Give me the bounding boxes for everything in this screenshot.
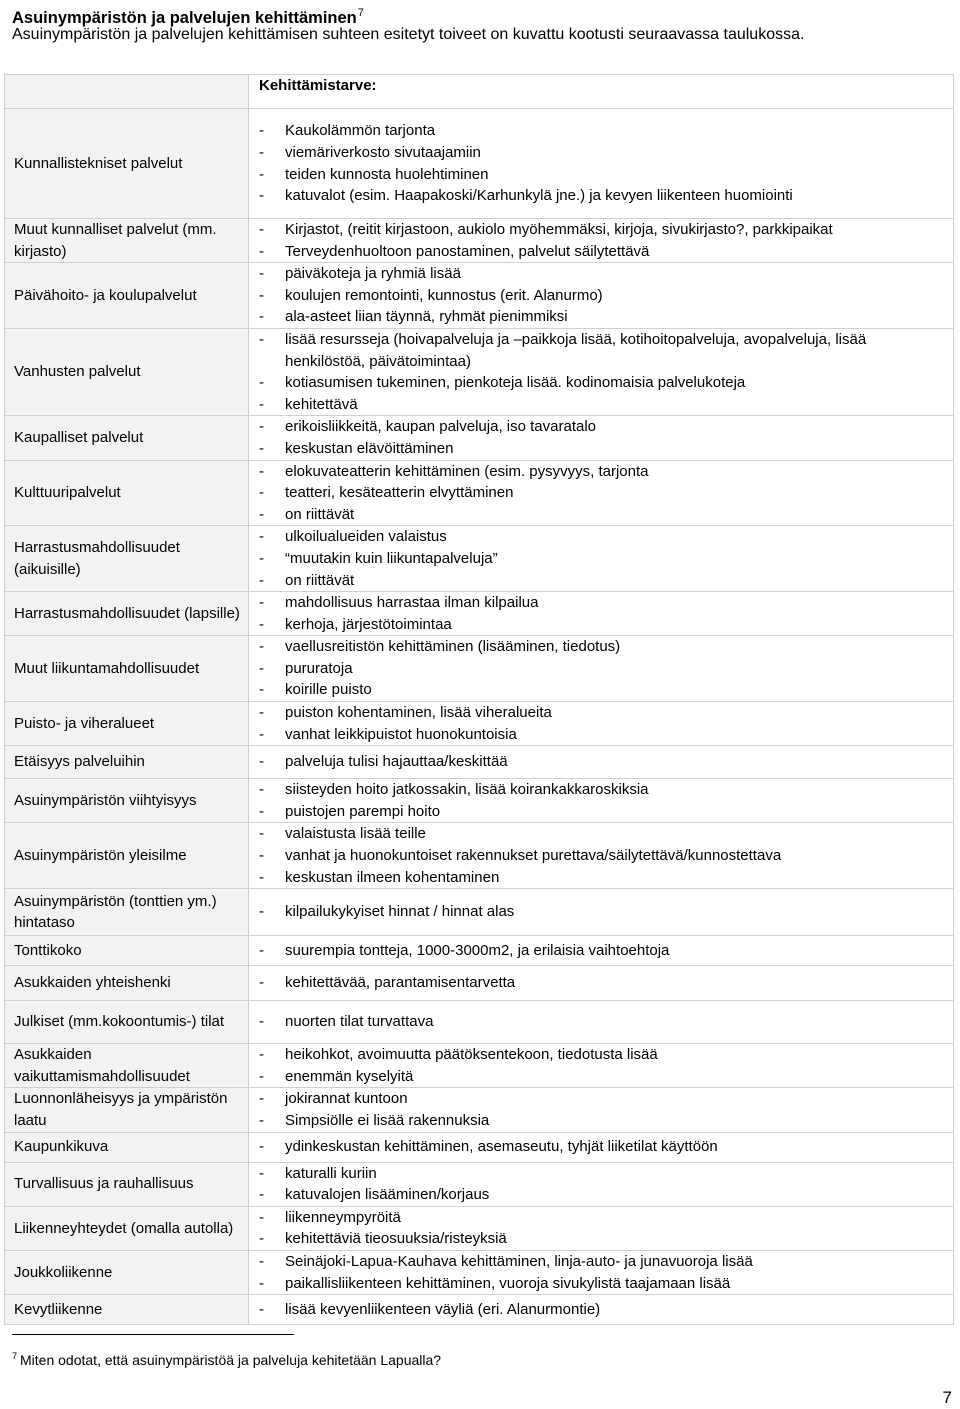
need-item [257, 779, 947, 801]
need-item-text: kehitettävää, parantamisentarvetta [285, 974, 516, 992]
bullet-dash: - [259, 781, 264, 799]
bullet-dash: - [259, 1138, 264, 1156]
bullet-dash: - [259, 1067, 264, 1085]
bullet-dash: - [259, 1274, 264, 1292]
development-needs-table [4, 74, 953, 1325]
need-item-text: suurempia tontteja, 1000-3000m2, ja erilaisia vaihtoehtoja [285, 941, 670, 959]
needs-cell [249, 936, 954, 966]
bullet-dash: - [259, 847, 264, 865]
need-item [257, 1273, 947, 1295]
needs-cell [249, 263, 954, 329]
need-item-text: päiväkoteja ja ryhmiä lisää [285, 265, 461, 283]
bullet-dash: - [259, 903, 264, 921]
needs-cell [249, 219, 954, 263]
need-item [257, 120, 947, 142]
bullet-dash: - [259, 308, 264, 326]
category-cell: Kaupunkikuva [5, 1132, 249, 1162]
bullet-dash: - [259, 1300, 264, 1318]
need-item [257, 801, 947, 823]
need-item-text: vanhat ja huonokuntoiset rakennukset purettava/säilytettävä/kunnostettava [285, 847, 782, 865]
bullet-dash: - [259, 1252, 264, 1270]
need-item [257, 592, 947, 614]
category-cell: Tonttikoko [5, 936, 249, 966]
needs-cell [249, 702, 954, 746]
bullet-dash: - [259, 549, 264, 567]
bullet-dash: - [259, 638, 264, 656]
need-item-text: palveluja tulisi hajauttaa/keskittää [285, 753, 508, 771]
need-item-text: viemäriverkosto sivutaajamiin [285, 143, 481, 161]
category-cell: Kaupalliset palvelut [5, 416, 249, 460]
need-item [257, 438, 947, 460]
category-cell: Muut liikuntamahdollisuudet [5, 636, 249, 702]
table-row [5, 889, 954, 936]
need-item-text: kotiasumisen tukeminen, pienkoteja lisää. kodinomaisia palvelukoteja [285, 374, 746, 392]
bullet-dash: - [259, 615, 264, 633]
need-item [257, 901, 947, 923]
need-item [257, 526, 947, 548]
need-item-text: lisää resursseja (hoivapalveluja ja –paikkoja lisää, kotihoitopalveluja, avopalveluja, lisää henkilöstöä, päivätoimintaa) [285, 330, 867, 370]
need-item [257, 482, 947, 504]
table-row [5, 702, 954, 746]
bullet-dash: - [259, 242, 264, 260]
needs-cell [249, 889, 954, 936]
table-row [5, 936, 954, 966]
need-item [257, 1088, 947, 1110]
bullet-dash: - [259, 265, 264, 283]
bullet-dash: - [259, 187, 264, 205]
table-row [5, 1162, 954, 1206]
needs-cell [249, 823, 954, 889]
bullet-dash: - [259, 681, 264, 699]
need-item [257, 241, 947, 263]
need-item [257, 394, 947, 416]
bullet-dash: - [259, 941, 264, 959]
table-row [5, 1206, 954, 1250]
need-item [257, 219, 947, 241]
bullet-dash: - [259, 802, 264, 820]
bullet-dash: - [259, 753, 264, 771]
need-item [257, 570, 947, 592]
bullet-dash: - [259, 286, 264, 304]
bullet-dash: - [259, 165, 264, 183]
need-item-text: ydinkeskustan kehittäminen, asemaseutu, tyhjät liiketilat käyttöön [285, 1138, 718, 1156]
table-row [5, 779, 954, 823]
need-item [257, 142, 947, 164]
category-cell: Harrastusmahdollisuudet (lapsille) [5, 592, 249, 636]
need-item-text: on riittävät [285, 571, 355, 589]
need-item-text: koirille puisto [285, 681, 372, 699]
needs-cell [249, 109, 954, 219]
need-item [257, 548, 947, 570]
need-item [257, 185, 947, 207]
need-item [257, 1066, 947, 1088]
table-row [5, 1001, 954, 1044]
need-item-text: kilpailukykyiset hinnat / hinnat alas [285, 903, 515, 921]
need-item-text: Kaukolämmön tarjonta [285, 122, 436, 140]
need-item-text: katuralli kuriin [285, 1164, 377, 1182]
need-item [257, 702, 947, 724]
bullet-dash: - [259, 725, 264, 743]
footnote-separator [12, 1334, 294, 1335]
table-row [5, 746, 954, 779]
needs-cell [249, 416, 954, 460]
needs-cell [249, 592, 954, 636]
need-item [257, 285, 947, 307]
need-item-text: paikallisliikenteen kehittäminen, vuoroja sivukylistä taajamaan lisää [285, 1274, 731, 1292]
page-number: 7 [942, 1388, 952, 1407]
bullet-dash: - [259, 1013, 264, 1031]
category-cell: Puisto- ja viheralueet [5, 702, 249, 746]
need-item-text: nuorten tilat turvattava [285, 1013, 434, 1031]
need-item [257, 751, 947, 773]
category-cell: Joukkoliikenne [5, 1250, 249, 1294]
need-item [257, 1207, 947, 1229]
need-item-text: heikohkot, avoimuutta päätöksentekoon, tiedotusta lisää [285, 1046, 658, 1064]
need-item-text: valaistusta lisää teille [285, 825, 426, 843]
need-item [257, 972, 947, 994]
category-cell: Asuinympäristön (tonttien ym.) hintataso [5, 889, 249, 936]
need-item [257, 504, 947, 526]
needs-cell [249, 636, 954, 702]
need-item [257, 1044, 947, 1066]
table-row [5, 1044, 954, 1088]
category-cell: Asukkaiden yhteishenki [5, 966, 249, 1001]
bullet-dash: - [259, 1164, 264, 1182]
bullet-dash: - [259, 462, 264, 480]
footnote-reference[interactable]: 7 [357, 7, 364, 19]
category-cell: Asuinympäristön yleisilme [5, 823, 249, 889]
need-item-text: katuvalojen lisääminen/korjaus [285, 1186, 490, 1204]
bullet-dash: - [259, 1112, 264, 1129]
need-item-text: katuvalot (esim. Haapakoski/Karhunkylä jne.) ja kevyen liikenteen huomiointi [285, 187, 793, 205]
needs-cell [249, 460, 954, 526]
need-item-text: mahdollisuus harrastaa ilman kilpailua [285, 594, 539, 612]
needs-cell [249, 746, 954, 779]
category-cell: Julkiset (mm.kokoontumis-) tilat [5, 1001, 249, 1044]
need-item-text: elokuvateatterin kehittäminen (esim. pysyvyys, tarjonta [285, 462, 649, 480]
category-cell: Kunnallistekniset palvelut [5, 109, 249, 219]
bullet-dash: - [259, 505, 264, 523]
category-cell: Harrastusmahdollisuudet (aikuisille) [5, 526, 249, 592]
need-item [257, 867, 947, 889]
need-item-text: on riittävät [285, 505, 355, 523]
need-item [257, 1228, 947, 1250]
need-item-text: Simpsiölle ei lisää rakennuksia [285, 1112, 490, 1129]
needs-cell [249, 1001, 954, 1044]
need-item-text: erikoisliikkeitä, kaupan palveluja, iso tavaratalo [285, 418, 597, 436]
need-item [257, 940, 947, 962]
need-item-text: enemmän kyselyitä [285, 1067, 414, 1085]
table-row [5, 1132, 954, 1162]
need-item-text: ala-asteet liian täynnä, ryhmät pienimmiksi [285, 308, 568, 326]
bullet-dash: - [259, 221, 264, 238]
category-cell: Kulttuuripalvelut [5, 460, 249, 526]
bullet-dash: - [259, 1186, 264, 1204]
bullet-dash: - [259, 974, 264, 992]
bullet-dash: - [259, 330, 264, 348]
need-item-text: kerhoja, järjestötoimintaa [285, 615, 452, 633]
need-item-text: “muutakin kuin liikuntapalveluja” [285, 549, 498, 567]
need-item-text: teatteri, kesäteatterin elvyttäminen [285, 484, 514, 502]
needs-cell [249, 1044, 954, 1088]
needs-cell [249, 526, 954, 592]
bullet-dash: - [259, 659, 264, 677]
bullet-dash: - [259, 484, 264, 502]
need-item [257, 306, 947, 328]
bullet-dash: - [259, 439, 264, 457]
need-item [257, 1110, 947, 1132]
table-row [5, 416, 954, 460]
category-cell: Asuinympäristön viihtyisyys [5, 779, 249, 823]
need-item [257, 1011, 947, 1033]
need-item [257, 636, 947, 658]
need-item [257, 823, 947, 845]
footnote-number: 7 [12, 1351, 18, 1361]
need-item-text: siisteyden hoito jatkossakin, lisää koirankakkaroskiksia [285, 781, 649, 799]
category-cell: Vanhusten palvelut [5, 328, 249, 415]
needs-cell [249, 966, 954, 1001]
bullet-dash: - [259, 1046, 264, 1064]
need-item [257, 658, 947, 680]
need-item-text: kehitettäviä tieosuuksia/risteyksiä [285, 1230, 507, 1248]
bullet-dash: - [259, 1090, 264, 1108]
need-item [257, 1136, 947, 1158]
need-item-text: keskustan elävöittäminen [285, 439, 454, 457]
table-row [5, 328, 954, 415]
category-cell: Liikenneyhteydet (omalla autolla) [5, 1206, 249, 1250]
need-item-text: liikenneympyröitä [285, 1208, 401, 1226]
table-row [5, 219, 954, 263]
need-item [257, 614, 947, 636]
bullet-dash: - [259, 528, 264, 546]
need-item [257, 845, 947, 867]
bullet-dash: - [259, 704, 264, 722]
need-item [257, 164, 947, 186]
bullet-dash: - [259, 395, 264, 413]
category-cell: Muut kunnalliset palvelut (mm. kirjasto) [5, 219, 249, 263]
header-cell-left [5, 75, 249, 109]
need-item-text: keskustan ilmeen kohentaminen [285, 868, 500, 886]
need-item-text: vanhat leikkipuistot huonokuntoisia [285, 725, 517, 743]
table-header-row [5, 75, 954, 109]
bullet-dash: - [259, 594, 264, 612]
header-cell-right: Kehittämistarve: [249, 75, 954, 109]
category-cell: Kevytliikenne [5, 1295, 249, 1325]
footnote [12, 1347, 441, 1369]
need-item-text: teiden kunnosta huolehtiminen [285, 165, 489, 183]
needs-cell [249, 1088, 954, 1132]
needs-cell [249, 1162, 954, 1206]
bullet-dash: - [259, 1208, 264, 1226]
needs-cell [249, 1250, 954, 1294]
bullet-dash: - [259, 868, 264, 886]
table-row [5, 109, 954, 219]
bullet-dash: - [259, 418, 264, 436]
need-item [257, 372, 947, 394]
section-heading-text: Asuinympäristön ja palvelujen kehittäminen [12, 9, 357, 27]
bullet-dash: - [259, 571, 264, 589]
need-item [257, 724, 947, 746]
need-item-text: puistojen parempi hoito [285, 802, 441, 820]
need-item-text: lisää kevyenliikenteen väyliä (eri. Alanurmontie) [285, 1300, 601, 1318]
need-item-text: pururatoja [285, 659, 353, 677]
table-row [5, 460, 954, 526]
need-item-text: koulujen remontointi, kunnostus (erit. Alanurmo) [285, 286, 603, 304]
need-item-text: vaellusreitistön kehittäminen (lisääminen, tiedotus) [285, 638, 621, 656]
need-item-text: Seinäjoki-Lapua-Kauhava kehittäminen, linja-auto- ja junavuoroja lisää [285, 1252, 753, 1270]
need-item [257, 1299, 947, 1321]
need-item-text: Terveydenhuoltoon panostaminen, palvelut säilytettävä [285, 242, 650, 260]
need-item [257, 461, 947, 483]
table-row [5, 636, 954, 702]
needs-cell [249, 1295, 954, 1325]
bullet-dash: - [259, 122, 264, 140]
table-row [5, 966, 954, 1001]
table-row [5, 263, 954, 329]
need-item [257, 416, 947, 438]
bullet-dash: - [259, 1230, 264, 1248]
table-row [5, 1250, 954, 1294]
need-item-text: jokirannat kuntoon [285, 1090, 408, 1108]
category-cell: Etäisyys palveluihin [5, 746, 249, 779]
need-item-text: Kirjastot, (reitit kirjastoon, aukiolo myöhemmäksi, kirjoja, sivukirjasto?, parkkipaikat [285, 221, 833, 238]
table-row [5, 1295, 954, 1325]
needs-cell [249, 779, 954, 823]
category-cell: Asukkaiden vaikuttamismahdollisuudet [5, 1044, 249, 1088]
intro-text: Asuinympäristön ja palvelujen kehittämisen suhteen esitetyt toiveet on kuvattu kootusti seuraavassa taulukossa. [12, 26, 805, 43]
bullet-dash: - [259, 143, 264, 161]
category-cell: Päivähoito- ja koulupalvelut [5, 263, 249, 329]
table-row [5, 823, 954, 889]
bullet-dash: - [259, 374, 264, 392]
category-cell: Luonnonläheisyys ja ympäristön laatu [5, 1088, 249, 1132]
table-row [5, 526, 954, 592]
need-item-text: kehitettävä [285, 395, 358, 413]
need-item [257, 329, 947, 372]
category-cell: Turvallisuus ja rauhallisuus [5, 1162, 249, 1206]
footnote-text: Miten odotat, että asuinympäristöä ja palveluja kehitetään Lapualla? [20, 1352, 442, 1368]
need-item [257, 1184, 947, 1206]
need-item [257, 1251, 947, 1273]
need-item [257, 263, 947, 285]
need-item [257, 1163, 947, 1185]
needs-cell [249, 1132, 954, 1162]
needs-cell [249, 1206, 954, 1250]
table-row [5, 592, 954, 636]
bullet-dash: - [259, 825, 264, 843]
table-row [5, 1088, 954, 1132]
need-item-text: ulkoilualueiden valaistus [285, 528, 447, 546]
need-item [257, 679, 947, 701]
needs-cell [249, 328, 954, 415]
need-item-text: puiston kohentaminen, lisää viheralueita [285, 704, 552, 722]
